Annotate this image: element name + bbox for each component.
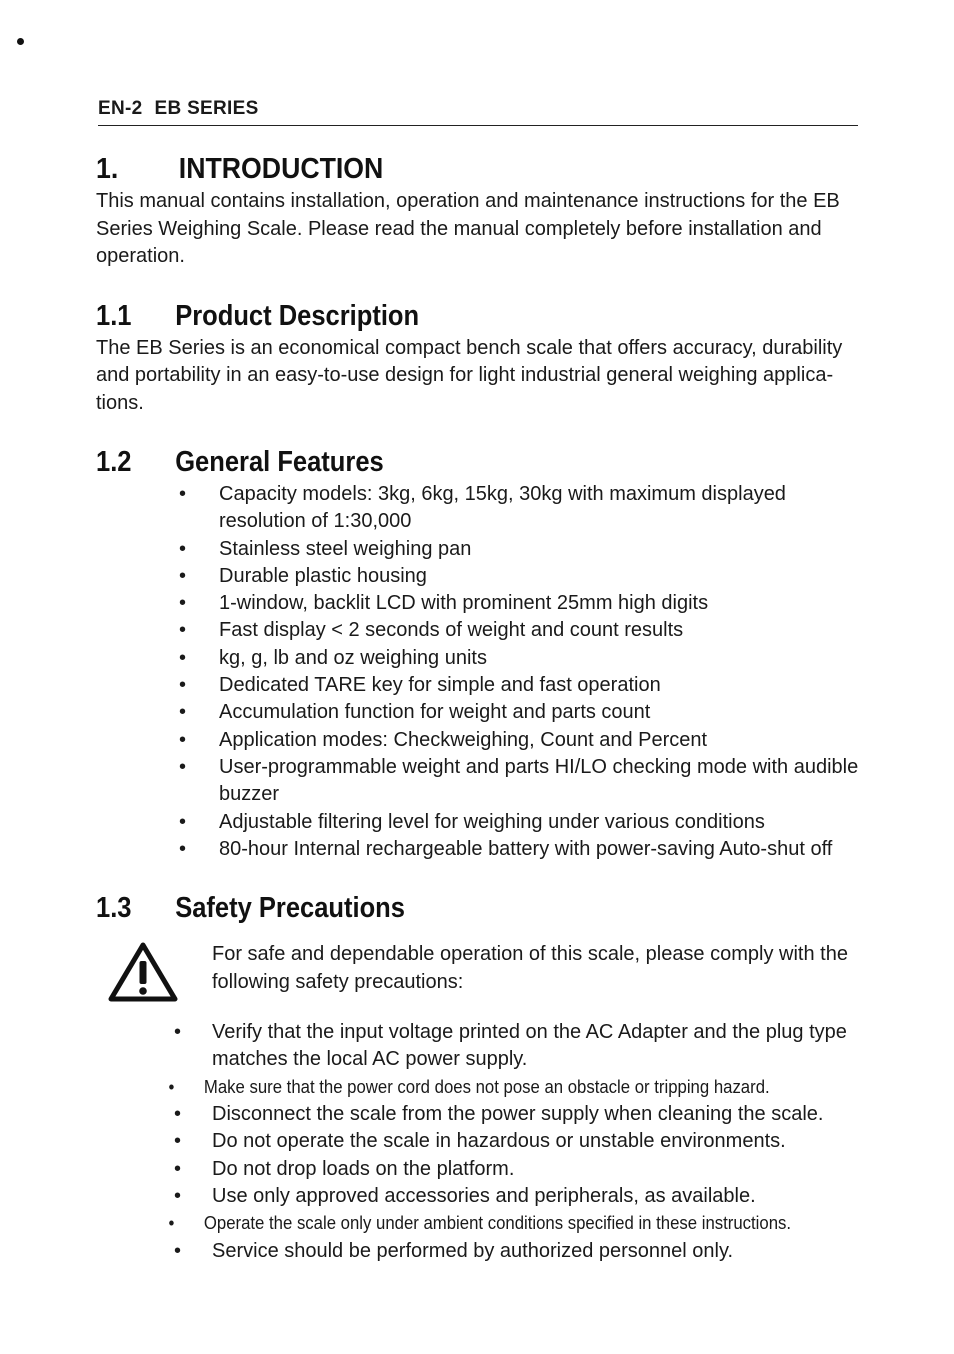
section-paragraph: The EB Series is an economical compact bench scale that offers accuracy, durability and portability in an easy-to-use design for light industrial general weighing applica-tions. [96, 336, 843, 414]
section-introduction [96, 150, 866, 271]
list-item: • Durable plastic housing [96, 563, 866, 590]
section-general-features [96, 443, 866, 863]
list-item: • Capacity models: 3kg, 6kg, 15kg, 30kg with maximum displayed resolution of 1:30,000 [96, 481, 866, 536]
list-item: • Service should be performed by authorized personnel only. [96, 1238, 866, 1265]
list-item: • Dedicated TARE key for simple and fast operation [96, 672, 866, 699]
list-item: • Application modes: Checkweighing, Count and Percent [96, 727, 866, 754]
list-item: • Fast display < 2 seconds of weight and count results [96, 617, 866, 644]
list-item: • 80-hour Internal rechargeable battery with power-saving Auto-shut off [96, 836, 866, 863]
page-header [98, 98, 858, 120]
section-heading [96, 297, 774, 335]
list-item: • Do not operate the scale in hazardous or unstable environments. [96, 1128, 866, 1155]
list-item: • Operate the scale only under ambient conditions specified in these instructions. [96, 1210, 812, 1237]
feature-list [96, 481, 866, 863]
list-item: • Use only approved accessories and peripherals, as available. [96, 1183, 866, 1210]
section-heading [96, 150, 804, 188]
section-title: Safety Precautions [175, 892, 405, 925]
list-item: • Adjustable filtering level for weighing under various conditions [96, 809, 866, 836]
section-heading [96, 443, 774, 481]
list-item: • Verify that the input voltage printed on the AC Adapter and the plug type matches the local AC power supply. [96, 1019, 866, 1074]
list-item: • kg, g, lb and oz weighing units [96, 645, 866, 672]
section-number: 1.2 [96, 446, 132, 478]
document-body [96, 150, 866, 1265]
section-number: 1. [96, 153, 119, 185]
safety-list [96, 1019, 866, 1265]
section-title: Product Description [175, 299, 420, 332]
list-item: • Do not drop loads on the platform. [96, 1156, 866, 1183]
list-item: • Disconnect the scale from the power supply when cleaning the scale. [96, 1101, 866, 1128]
section-number: 1.3 [96, 892, 132, 925]
page-number: EN-2 [98, 98, 143, 119]
section-heading [96, 889, 774, 927]
page-corner-dot [17, 38, 24, 45]
warning-triangle-icon [108, 941, 178, 1003]
list-item: • Make sure that the power cord does not pose an obstacle or tripping hazard. [96, 1074, 812, 1101]
section-product-description [96, 297, 866, 418]
section-number: 1.1 [96, 299, 132, 332]
list-item: • Stainless steel weighing pan [96, 536, 866, 563]
section-safety-precautions [96, 889, 866, 1265]
section-title: INTRODUCTION [178, 153, 384, 185]
header-text [98, 98, 858, 120]
section-title: General Features [175, 446, 384, 478]
list-item: • Accumulation function for weight and parts count [96, 699, 866, 726]
header-rule [98, 125, 858, 126]
safety-intro [96, 941, 866, 1019]
safety-intro-text: For safe and dependable operation of this scale, please comply with the following safety precautions: [212, 943, 848, 993]
list-item: • User-programmable weight and parts HI/LO checking mode with audible buzzer [96, 754, 866, 809]
section-paragraph: This manual contains installation, operation and maintenance instructions for the EB Series Weighing Scale. Please read the manual completely before installation and operation. [96, 190, 840, 267]
series-name: EB SERIES [154, 98, 259, 119]
list-item: • 1-window, backlit LCD with prominent 25mm high digits [96, 590, 866, 617]
